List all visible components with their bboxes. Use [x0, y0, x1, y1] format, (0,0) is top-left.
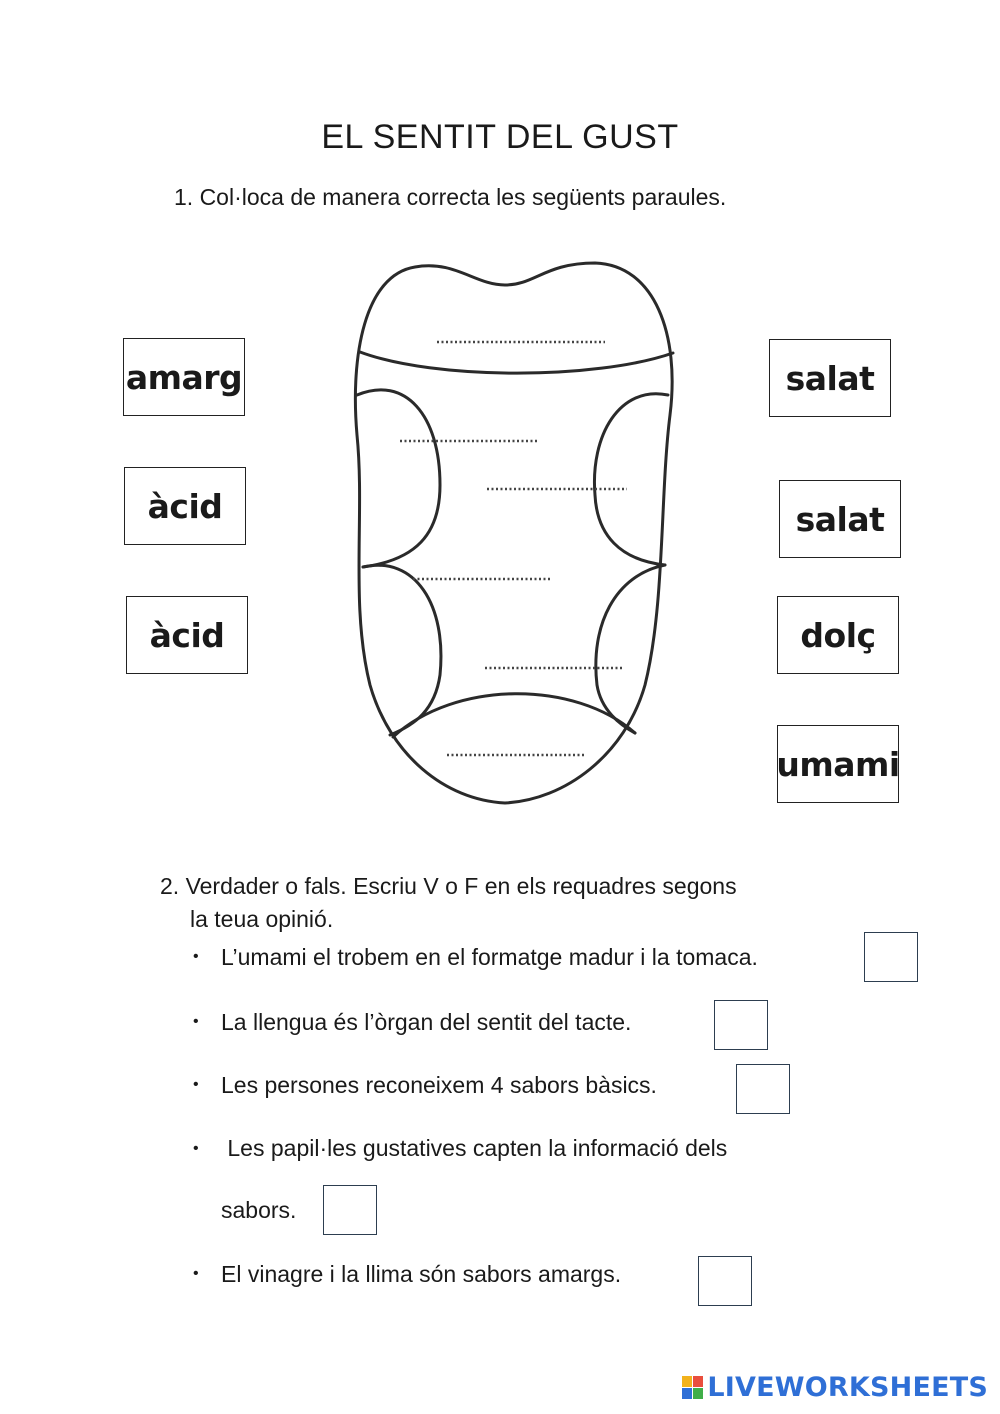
word-card-salat-1[interactable]: salat [769, 339, 891, 417]
statement-2: La llengua és l’òrgan del sentit del tacte. [221, 1009, 632, 1035]
statement-4: Les papil·les gustatives capten la informació dels [221, 1135, 728, 1161]
exercise2-instruction [160, 870, 737, 936]
brand-name: LIVEWORKSHEETS [707, 1372, 988, 1403]
tip-region-line [360, 352, 673, 373]
answer-box-1[interactable] [864, 932, 918, 982]
bullet: • [193, 1140, 199, 1157]
word-card-dolc[interactable]: dolç [777, 596, 899, 674]
left-back-lobe [363, 565, 441, 735]
right-front-lobe [594, 394, 668, 565]
page-title: EL SENTIT DEL GUST [321, 118, 679, 156]
tongue-diagram [335, 255, 695, 815]
word-card-acid-1[interactable]: àcid [124, 467, 246, 545]
bullet: • [193, 1013, 199, 1030]
statement-1: L’umami el trobem en el formatge madur i la tomaca. [221, 944, 758, 970]
liveworksheets-brand [682, 1372, 988, 1403]
back-region-line [393, 694, 635, 737]
word-card-umami[interactable]: umami [777, 725, 899, 803]
word-card-amarg[interactable]: amarg [123, 338, 245, 416]
exercise2-instruction-line2: la teua opinió. [190, 906, 334, 932]
bullet: • [193, 1265, 199, 1282]
answer-box-5[interactable] [698, 1256, 752, 1306]
exercise2-instruction-line1: 2. Verdader o fals. Escriu V o F en els requadres segons [160, 873, 737, 899]
word-card-acid-2[interactable]: àcid [126, 596, 248, 674]
right-back-lobe [596, 565, 665, 733]
statement-3: Les persones reconeixem 4 sabors bàsics. [221, 1072, 657, 1098]
answer-box-3[interactable] [736, 1064, 790, 1114]
liveworksheets-logo-icon [682, 1376, 704, 1400]
word-card-salat-2[interactable]: salat [779, 480, 901, 558]
exercise1-instruction: 1. Col·loca de manera correcta les següents paraules. [174, 184, 727, 210]
tongue-outline [355, 263, 672, 803]
statement-4-continued: sabors. [221, 1197, 297, 1223]
statement-5: El vinagre i la llima són sabors amargs. [221, 1261, 622, 1287]
answer-box-4[interactable] [323, 1185, 377, 1235]
left-front-lobe [357, 390, 440, 567]
answer-box-2[interactable] [714, 1000, 768, 1050]
bullet: • [193, 948, 199, 965]
bullet: • [193, 1076, 199, 1093]
